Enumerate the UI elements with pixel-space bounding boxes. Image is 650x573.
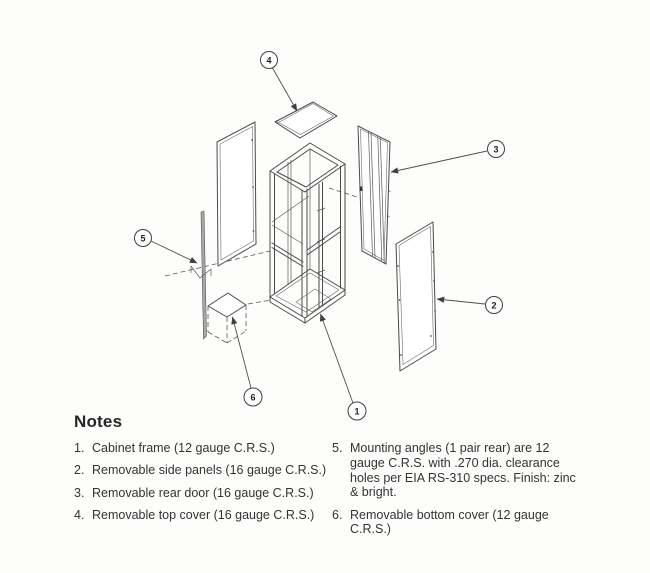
callout-5	[135, 230, 152, 247]
notes-section	[74, 412, 634, 537]
note-item-3	[74, 486, 354, 501]
rear-door	[358, 126, 391, 264]
callout-6-number: 6	[250, 392, 256, 403]
callout-4-number: 4	[266, 55, 272, 66]
note-item-5	[332, 441, 584, 500]
callout-2	[486, 297, 503, 314]
notes-heading: Notes	[74, 412, 123, 431]
callout-6	[244, 388, 262, 406]
note-text: Removable side panels (16 gauge C.R.S.)	[92, 463, 327, 478]
note-item-1	[74, 441, 354, 456]
leader-line-6	[233, 317, 252, 388]
right-side-panel	[396, 222, 436, 371]
note-number: 2.	[74, 463, 85, 478]
notes-column-left	[74, 441, 354, 530]
note-text: Removable bottom cover (12 gauge C.R.S.)	[350, 507, 549, 537]
callout-3-number: 3	[493, 144, 499, 155]
projection-dashed-lines	[165, 188, 357, 304]
note-item-6	[332, 508, 584, 538]
leader-line-5	[151, 241, 197, 263]
note-number: 6.	[332, 507, 343, 522]
note-item-2	[74, 463, 354, 478]
leader-line-3	[391, 151, 487, 172]
note-text: Removable rear door (16 gauge C.R.S.)	[92, 485, 314, 500]
note-number: 4.	[74, 507, 85, 522]
note-number: 1.	[74, 441, 85, 455]
callout-2-number: 2	[491, 300, 497, 311]
mounting-angle	[191, 211, 211, 339]
cabinet-frame	[270, 143, 345, 323]
leader-line-1	[321, 314, 354, 403]
leader-line-2	[437, 299, 485, 304]
notes-column-right	[332, 441, 584, 545]
note-number: 3.	[74, 485, 85, 500]
note-text: Mounting angles (1 pair rear) are 12 gauge C.R.S. with .270 dia. clearance holes per EIA RS-310 specs. Finish: zinc & bright.	[350, 441, 576, 500]
top-cover	[275, 102, 337, 138]
note-number: 5.	[332, 441, 343, 455]
callout-4	[261, 52, 278, 69]
bottom-cover	[208, 293, 246, 343]
door-latch	[360, 187, 363, 192]
callout-3	[488, 141, 505, 158]
leader-line-4	[272, 67, 297, 111]
callout-5-number: 5	[140, 233, 146, 244]
left-side-panel	[217, 122, 256, 266]
callout-1-number: 1	[354, 406, 360, 417]
note-text: Removable top cover (16 gauge C.R.S.)	[92, 507, 315, 522]
note-text: Cabinet frame (12 gauge C.R.S.)	[92, 441, 275, 455]
note-item-4	[74, 508, 354, 523]
